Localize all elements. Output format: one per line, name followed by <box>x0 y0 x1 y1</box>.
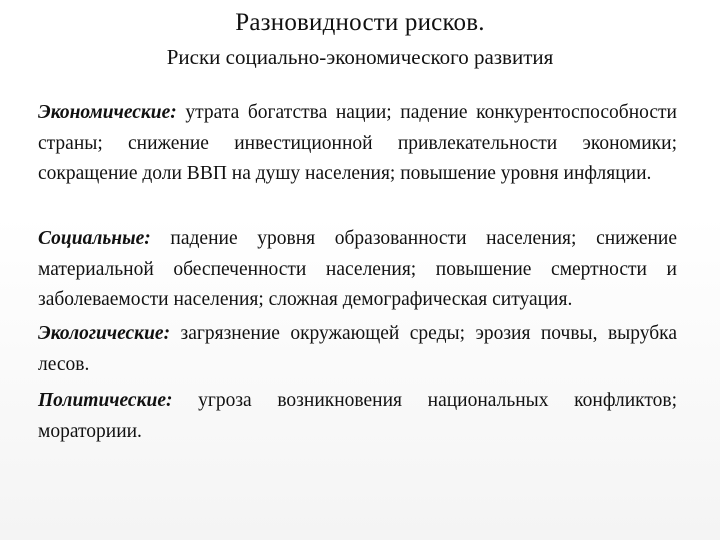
social-risks-text: падение уровня образованности населения; снижение материальной обеспеченности населения; повышение смертности и заболеваемости населения; сложная демографическая ситуация. <box>38 228 677 310</box>
social-risks-term: Социальные: <box>38 228 151 249</box>
ecological-risks-term: Экологические: <box>38 323 171 344</box>
political-risks-text: угроза возникновения национальных конфликтов; мораториии. <box>38 390 677 442</box>
political-risks-paragraph <box>38 386 677 447</box>
social-risks-paragraph <box>38 224 677 316</box>
ecological-risks-text: загрязнение окружающей среды; эрозия почвы, вырубка лесов. <box>38 323 677 375</box>
slide-subtitle: Риски социально-экономического развития <box>166 45 554 69</box>
economic-risks-text: утрата богатства нации; падение конкурентоспособности страны; снижение инвестиционной привлекательности экономики; сокращение доли ВВП на душу населения; повышение уровня инфляции. <box>38 102 677 184</box>
ecological-risks-paragraph <box>38 319 677 380</box>
economic-risks-term: Экономические: <box>38 102 177 123</box>
slide-title: Разновидности рисков. <box>235 9 485 36</box>
political-risks-term: Политические: <box>38 390 173 411</box>
economic-risks-paragraph <box>38 98 677 190</box>
